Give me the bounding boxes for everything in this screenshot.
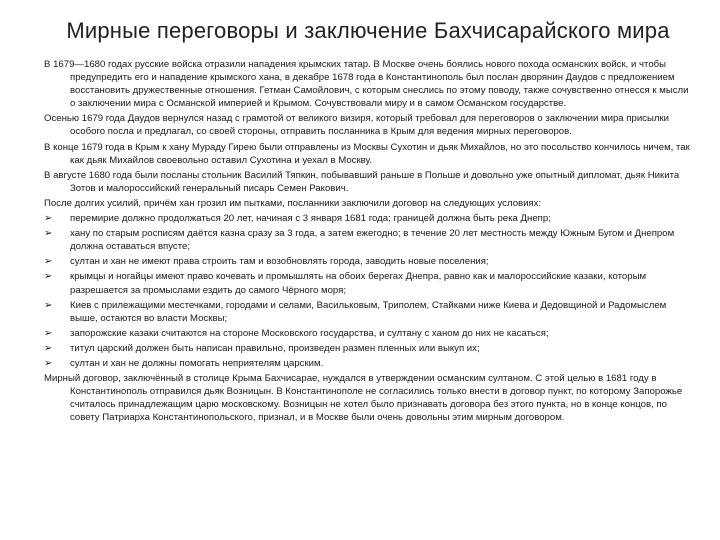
list-item-text: крымцы и ногайцы имеют право кочевать и промышлять на обоих берегах Днепра, равно как и малороссийские казаки, которым разрешается за промыслами ездить до самого Чёрного моря; [70,271,647,296]
arrow-bullet-icon: ➢ [44,213,53,225]
arrow-bullet-icon: ➢ [44,256,53,268]
slide-content [44,58,692,424]
arrow-bullet-icon: ➢ [44,228,53,240]
paragraph: Мирный договор, заключённый в столице Крыма Бахчисарае, нуждался в утверждении османским султаном. С этой целью в 1681 году в Константинополь отправился дьяк Возницын. В Константинополе не согласились только внести в договор пункт, по которому Запорожье считалось принадлежащим царю московскому. Возницын не хотел было признавать договора без этого пункта, но в конце концов, по совету Патриарха Константинопольского, признал, и в Москве были очень довольны этим мирным договором. [44,373,683,424]
paragraph: Осенью 1679 года Даудов вернулся назад с грамотой от великого визиря, который требовал для переговоров о заключении мира присылки особого посла и предлагал, со своей стороны, отправить посланника в Крым для ведения мирных переговоров. [44,113,670,138]
paragraph: В августе 1680 года были посланы стольник Василий Тяпкин, побывавший раньше в Польше и довольно уже опытный дипломат, дьяк Никита Зотов и малороссийский генеральный писарь Семен Ракович. [44,169,680,194]
list-item [44,357,692,370]
list-item [44,327,692,340]
treaty-conditions-list [44,212,692,370]
list-item [44,212,692,225]
list-item-text: титул царский должен быть написан правильно, произведен размен пленных или выкуп их; [70,342,480,354]
paragraph: В конце 1679 года в Крым к хану Мураду Гирею были отправлены из Москвы Сухотин и дьяк Михайлов, но это посольство кончилось ничем, так как дьяк Михайлов своевольно оставил Сухотина и уехал в Москву. [44,141,690,166]
paragraph: После долгих усилий, причём хан грозил им пытками, посланники заключили договор на следующих условиях: [44,197,542,209]
arrow-bullet-icon: ➢ [44,299,53,311]
arrow-bullet-icon: ➢ [44,342,53,354]
list-item [44,255,692,268]
slide-title: Мирные переговоры и заключение Бахчисарайского мира [66,18,670,43]
list-item [44,299,692,325]
paragraph: В 1679—1680 годах русские войска отразили нападения крымских татар. В Москве очень боялись нового похода османских войск, и чтобы предупредить его и нападение крымского хана, в декабре 1678 года в Константинополь был послан дворянин Даудов с предложением восстановить дружественные отношения. Гетман Самойлович, с которым снеслись по этому поводу, также сочувственно отнесся к мысли о заключении мира с Османской империей и Крымом. Сочувствовали миру и в самом Османском государстве. [44,59,689,110]
list-item-text: перемирие должно продолжаться 20 лет, начиная с 3 января 1681 года; границей должна быть река Днепр; [70,213,551,225]
list-item-text: хану по старым росписям даётся казна сразу за 3 года, а затем ежегодно; в течение 20 лет местность между Южным Бугом и Днепром должна оставаться впусте; [70,228,675,253]
list-item-text: султан и хан не имеют права строить там и возобновлять города, заводить новые поселения; [70,256,489,268]
arrow-bullet-icon: ➢ [44,357,53,369]
arrow-bullet-icon: ➢ [44,327,53,339]
list-item [44,227,692,253]
list-item-text: запорожские казаки считаются на стороне Московского государства, и султану с ханом до них не касаться; [70,327,549,339]
list-item [44,270,692,296]
list-item [44,342,692,355]
list-item-text: султан и хан не должны помогать неприятелям царским. [70,357,324,369]
list-item-text: Киев с прилежащими местечками, городами и селами, Васильковым, Триполем, Стайками ниже Киева и Дедовщиной и Радомыслем выше, остаются во власти Москвы; [70,299,667,324]
arrow-bullet-icon: ➢ [44,271,53,283]
